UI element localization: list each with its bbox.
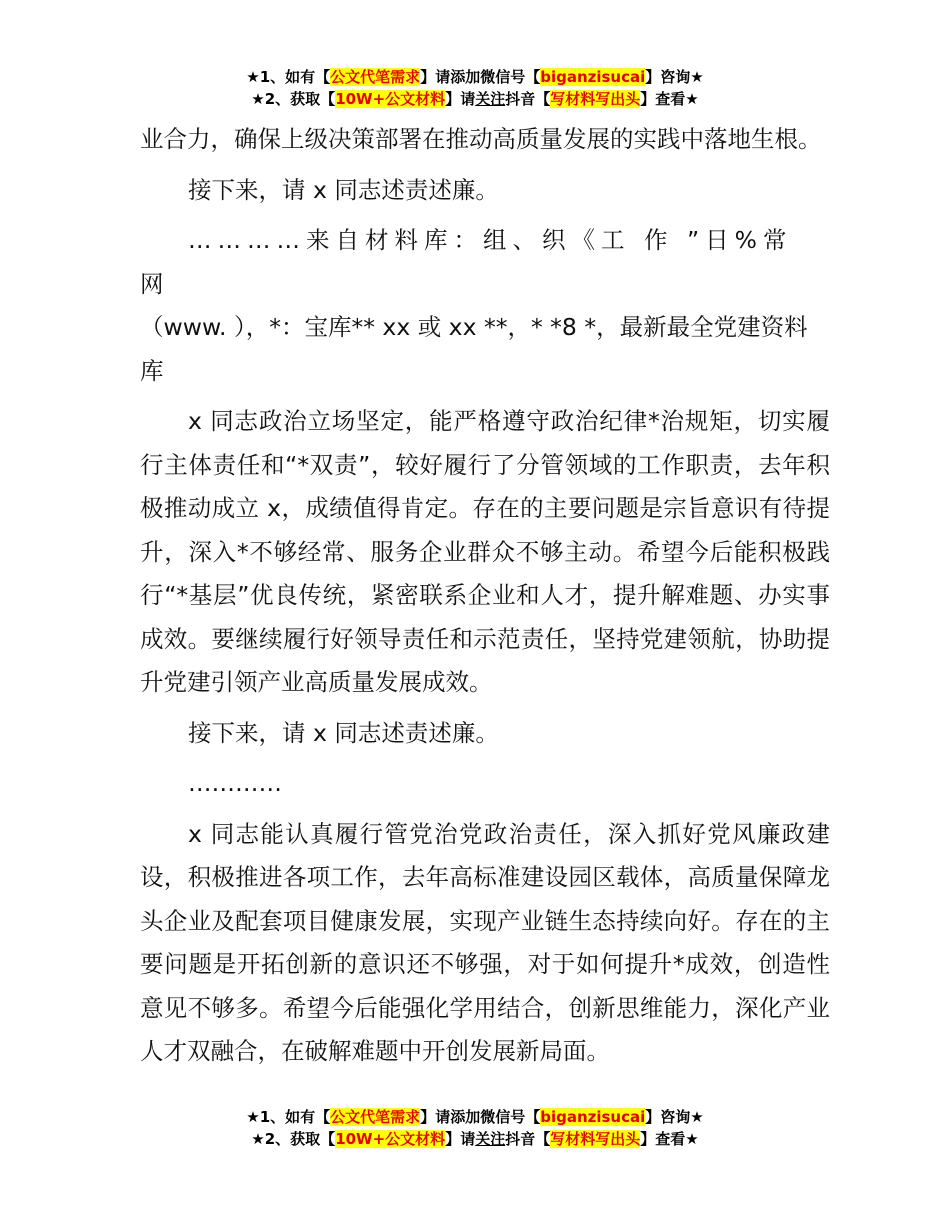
banner-text: ★1、如有【 [246, 1108, 331, 1126]
banner-line-1 [0, 66, 950, 88]
banner-text: 】请 [445, 90, 476, 108]
paragraph: 接下来，请 x 同志述责述廉。 [188, 718, 499, 747]
banner-text: 抖音【 [505, 90, 551, 108]
banner-highlight-douyin: 写材料写出头 [550, 90, 641, 108]
banner-line-1 [0, 1106, 950, 1128]
banner-highlight: 公文代笔需求 [330, 1108, 421, 1126]
banner-highlight: 公文代笔需求 [330, 68, 421, 86]
banner-highlight-wechat: biganzisucai [540, 1108, 646, 1126]
banner-highlight-wechat: biganzisucai [540, 68, 646, 86]
banner-line-2 [0, 88, 950, 110]
header-banner [0, 66, 950, 110]
banner-highlight: 10W+公文材料 [335, 1130, 446, 1148]
paragraph: ………… [188, 769, 282, 797]
document-body [140, 118, 830, 1081]
banner-text: ★2、获取【 [251, 90, 336, 108]
paragraph: （www. ），*：宝库** xx 或 xx **，* *8 *，最新最全党建资料库 [140, 313, 808, 385]
banner-text: 】请 [445, 1130, 476, 1148]
paragraph [140, 219, 830, 306]
banner-text: ★2、获取【 [251, 1130, 336, 1148]
paragraph-line: …………来自材料库：组、织《工 作 ”日%常 网 [140, 226, 793, 298]
banner-line-2 [0, 1128, 950, 1150]
banner-text: 抖音【 [505, 1130, 551, 1148]
banner-highlight: 10W+公文材料 [335, 90, 446, 108]
paragraph: x 同志能认真履行管党治党政治责任，深入抓好党风廉政建设，积极推进各项工作，去年高标准建设园区载体，高质量保障龙头企业及配套项目健康发展，实现产业链生态持续向好。存在的主要问题是开拓创新的意识还不够强，对于如何提升*成效，创造性意见不够多。希望今后能强化学用结合，创新思维能力，深化产业人才双融合，在破解难题中开创发展新局面。 [140, 819, 830, 1065]
paragraph: 接下来，请 x 同志述责述廉。 [188, 175, 499, 204]
footer-banner [0, 1106, 950, 1150]
banner-text: 】请添加微信号【 [420, 68, 541, 86]
banner-text: 】查看★ [640, 1130, 699, 1148]
banner-highlight-douyin: 写材料写出头 [550, 1130, 641, 1148]
banner-text: ★1、如有【 [246, 68, 331, 86]
banner-underline: 关注 [475, 1130, 506, 1148]
banner-text: 】咨询★ [645, 68, 704, 86]
banner-text: 】咨询★ [645, 1108, 704, 1126]
banner-text: 】查看★ [640, 90, 699, 108]
banner-underline: 关注 [475, 90, 506, 108]
banner-text: 】请添加微信号【 [420, 1108, 541, 1126]
paragraph: 业合力，确保上级决策部署在推动高质量发展的实践中落地生根。 [140, 125, 822, 153]
paragraph: x 同志政治立场坚定，能严格遵守政治纪律*治规矩，切实履行主体责任和“*双责”，较好履行了分管领域的工作职责，去年积极推动成立 x，成绩值得肯定。存在的主要问题是宗旨意识有待提升，深入*不够经常、服务企业群众不够主动。希望今后能积极践行“*基层”优良传统，紧密联系企业和人才，提升解难题、办实事成效。要继续履行好领导责任和示范责任，坚持党建领航，协助提升党建引领产业高质量发展成效。 [140, 407, 830, 696]
